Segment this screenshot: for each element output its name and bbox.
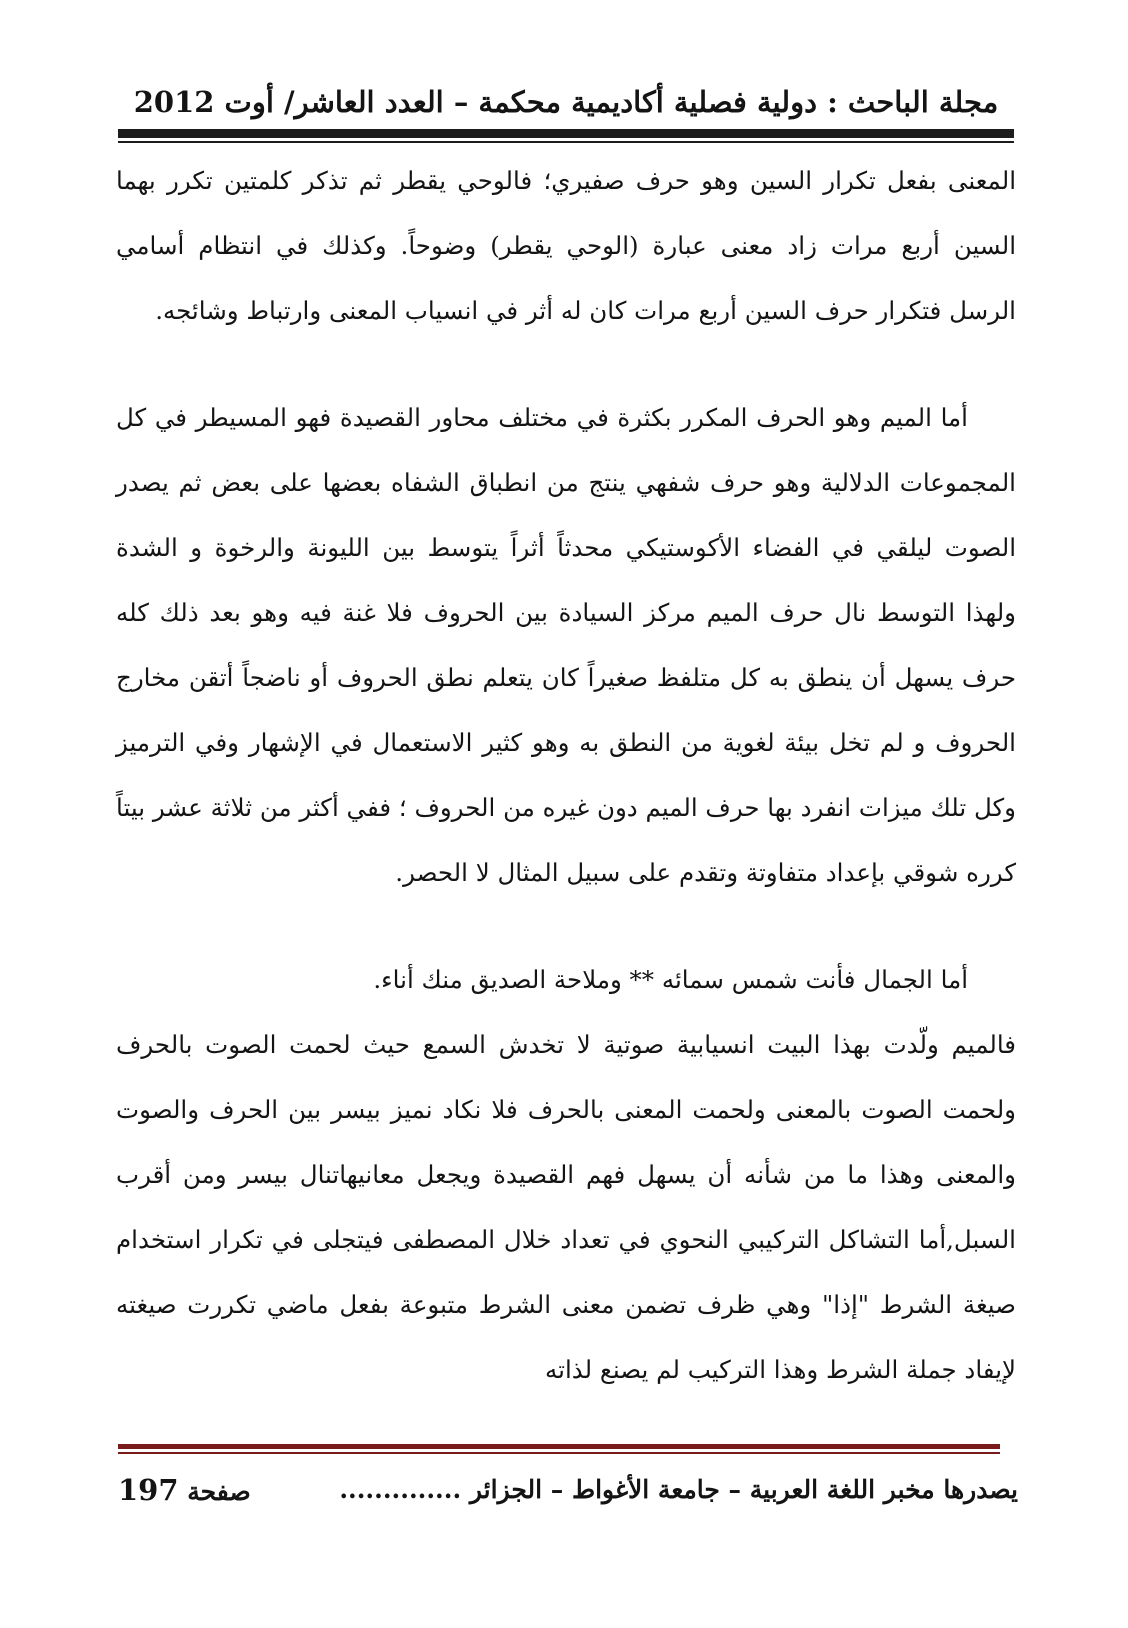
paragraph-3: فالميم ولّدت بهذا البيت انسيابية صوتية لا تخدش السمع حيث لحمت الصوت بالحرف ولحمت الصوت بالمعنى ولحمت المعنى بالحرف فلا نكاد نميز بيسر بين الحرف والصوت والمعنى وهذا ما من شأنه أن يسهل فهم القصيدة ويجعل معانيهاتنال بيسر ومن أقرب السبل,أما التشاكل التركيبي النحوي في تعداد خلال المصطفى فيتجلى في تكرار استخدام صيغة الشرط "إذا" وهي ظرف تضمن معنى الشرط متبوعة بفعل ماضي تكررت صيغته لإيفاد جملة الشرط وهذا التركيب لم يصنع لذاته <box>116 1030 1016 1384</box>
poetry-verse: أما الجمال فأنت شمس سمائه ** وملاحة الصديق منك أناء. <box>373 965 968 994</box>
page-number: 197 <box>118 1473 179 1507</box>
paragraph-1: المعنى بفعل تكرار السين وهو حرف صفيري؛ فالوحي يقطر ثم تذكر كلمتين تكرر بهما السين أربع مرات زاد معنى عبارة (الوحي يقطر) وضوحاً. وكذلك في انتظام أسامي الرسل فتكرار حرف السين أربع مرات كان له أثر في انسياب المعنى وارتباط وشائجه. <box>116 166 1016 325</box>
page-label: صفحة <box>187 1477 251 1506</box>
header-rule-thick <box>118 129 1014 138</box>
header-rule-thin <box>118 141 1014 143</box>
journal-header: مجلة الباحث : دولية فصلية أكاديمية محكمة – العدد العاشر/ أوت 2012 <box>133 85 999 119</box>
page-footer <box>118 1470 1018 1510</box>
footer-rule-thick <box>118 1444 1000 1449</box>
article-body <box>116 148 1016 1402</box>
paragraph-spacer <box>116 343 1016 385</box>
paragraph-2: أما الميم وهو الحرف المكرر بكثرة في مختلف محاور القصيدة فهو المسيطر في كل المجموعات الدلالية وهو حرف شفهي ينتج من انطباق الشفاه بعضها على بعض ثم يصدر الصوت ليلقي في الفضاء الأكوستيكي محدثاً أثراً يتوسط بين الليونة والرخوة و الشدة ولهذا التوسط نال حرف الميم مركز السيادة بين الحروف فلا غنة فيه وهو بعد ذلك كله حرف يسهل أن ينطق به كل متلفظ صغيراً كان يتعلم نطق الحروف أو ناضجاً أتقن مخارج الحروف و لم تخل بيئة لغوية من النطق به وهو كثير الاستعمال في الإشهار وفي الترميز وكل تلك ميزات انفرد بها حرف الميم دون غيره من الحروف ؛ ففي أكثر من ثلاثة عشر بيتاً كرره شوقي بإعداد متفاوتة وتقدم على سبيل المثال لا الحصر. <box>116 403 1016 887</box>
paragraph-spacer <box>116 905 1016 947</box>
publisher-line: يصدرها مخبر اللغة العربية – جامعة الأغواط – الجزائر .............. <box>339 1475 1018 1504</box>
footer-rule-thin <box>118 1452 1000 1454</box>
page-number-block <box>118 1470 251 1512</box>
